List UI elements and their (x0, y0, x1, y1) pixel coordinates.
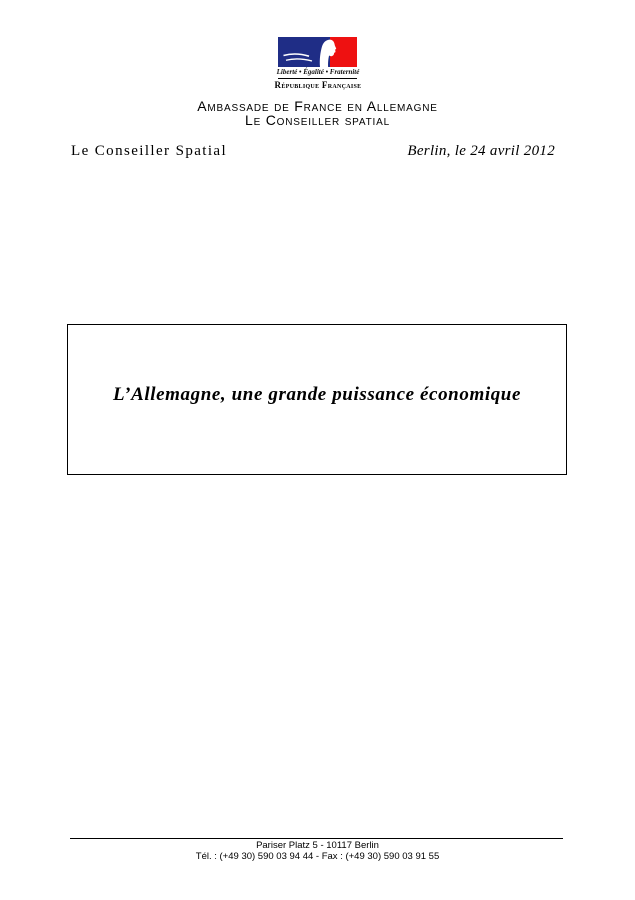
footer-contact: Tél. : (+49 30) 590 03 94 44 - Fax : (+49 30) 590 03 91 55 (195, 851, 440, 862)
logo-divider-line (278, 78, 357, 79)
document-title: L’Allemagne, une grande puissance économique (113, 384, 521, 405)
footer-address: Pariser Platz 5 - 10117 Berlin (256, 840, 379, 851)
french-government-logo (278, 37, 357, 67)
embassy-name: Ambassade de France en Allemagne (197, 98, 438, 114)
office-name: Le Conseiller spatial (245, 112, 390, 128)
logo-republic-label: République Française (274, 80, 362, 90)
logo-motto: Liberté • Égalité • Fraternité (276, 68, 360, 76)
footer-divider-line (70, 838, 563, 839)
title-box (67, 324, 567, 475)
tricolor-flag-icon (278, 37, 357, 67)
sender-title: Le Conseiller Spatial (71, 143, 228, 159)
place-date-line: Berlin, le 24 avril 2012 (407, 143, 555, 159)
